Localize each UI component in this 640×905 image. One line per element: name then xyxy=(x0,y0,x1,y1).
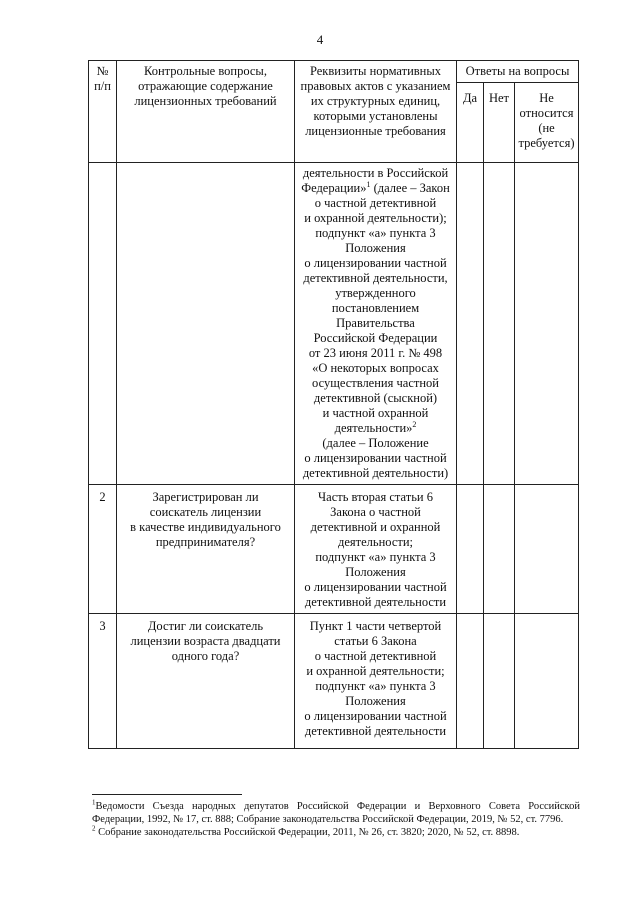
license-requirements-table xyxy=(88,60,579,749)
footnote-divider xyxy=(92,794,242,795)
cell-num: 2 xyxy=(89,485,117,614)
cell-not-applicable[interactable] xyxy=(515,614,579,749)
table-row-continuation xyxy=(89,163,579,485)
footnote-2 xyxy=(92,826,580,839)
cell-not-applicable[interactable] xyxy=(515,163,579,485)
requisites-text-part3: (далее – Положение о лицензировании частной детективной деятельности) xyxy=(302,436,449,480)
cell-yes[interactable] xyxy=(457,163,484,485)
footnote-1 xyxy=(92,800,580,826)
requisites-text-part1: деятельности в Российской Федерации» xyxy=(301,166,449,195)
cell-question-empty xyxy=(117,163,295,485)
header-answers: Ответы на вопросы xyxy=(457,61,579,83)
cell-yes[interactable] xyxy=(457,485,484,614)
footnote-mark-2: 2 xyxy=(92,824,96,833)
footnote-ref-1: 1 xyxy=(366,179,371,189)
page-number: 4 xyxy=(316,32,324,47)
cell-no[interactable] xyxy=(484,163,515,485)
cell-no[interactable] xyxy=(484,485,515,614)
footnote-text-2: Собрание законодательства Российской Федерации, 2011, № 26, ст. 3820; 2020, № 52, ст. 8898. xyxy=(95,827,520,838)
cell-requisites: Пункт 1 части четвертой статьи 6 Закона о частной детективной и охранной деятельности; подпункт «а» пункта 3 Положения о лицензировании частной детективной деятельности xyxy=(295,614,457,749)
requisites-text-part2: (далее – Закон о частной детективной и охранной деятельности); подпункт «а» пункта 3 Положения о лицензировании частной детективной деятельности, утвержденного постановлением Правительства Российской Федерации от 23 июня 2011 г. № 498 «О некоторых вопросах осуществления частной детективной (сыскной) и частной охранной деятельности» xyxy=(303,181,450,435)
cell-requisites-continued xyxy=(295,163,457,485)
cell-not-applicable[interactable] xyxy=(515,485,579,614)
header-not-applicable: Не относится (не требуется) xyxy=(515,83,579,163)
footnote-ref-2: 2 xyxy=(412,419,417,429)
cell-question: Достиг ли соискатель лицензии возраста двадцати одного года? xyxy=(117,614,295,749)
table-row xyxy=(89,485,579,614)
header-no: Нет xyxy=(484,83,515,163)
footnote-text-1: Ведомости Съезда народных депутатов Российской Федерации и Верховного Совета Российской Федерации, 1992, № 17, ст. 888; Собрание законодательства Российской Федерации, 2019, № 52, ст. 7796. xyxy=(92,801,580,825)
table-row xyxy=(89,614,579,749)
header-requisites: Реквизиты нормативных правовых актов с указанием их структурных единиц, которыми установлены лицензионные требования xyxy=(295,61,457,163)
cell-num-empty xyxy=(89,163,117,485)
cell-yes[interactable] xyxy=(457,614,484,749)
cell-requisites: Часть вторая статьи 6 Закона о частной детективной и охранной деятельности; подпункт «а» пункта 3 Положения о лицензировании частной детективной деятельности xyxy=(295,485,457,614)
header-questions: Контрольные вопросы, отражающие содержание лицензионных требований xyxy=(117,61,295,163)
cell-num: 3 xyxy=(89,614,117,749)
header-yes: Да xyxy=(457,83,484,163)
footnotes xyxy=(92,794,580,839)
table-header-row xyxy=(89,61,579,83)
header-num: № п/п xyxy=(89,61,117,163)
footnote-mark-1: 1 xyxy=(92,798,96,807)
cell-question: Зарегистрирован ли соискатель лицензии в качестве индивидуального предпринимателя? xyxy=(117,485,295,614)
cell-no[interactable] xyxy=(484,614,515,749)
